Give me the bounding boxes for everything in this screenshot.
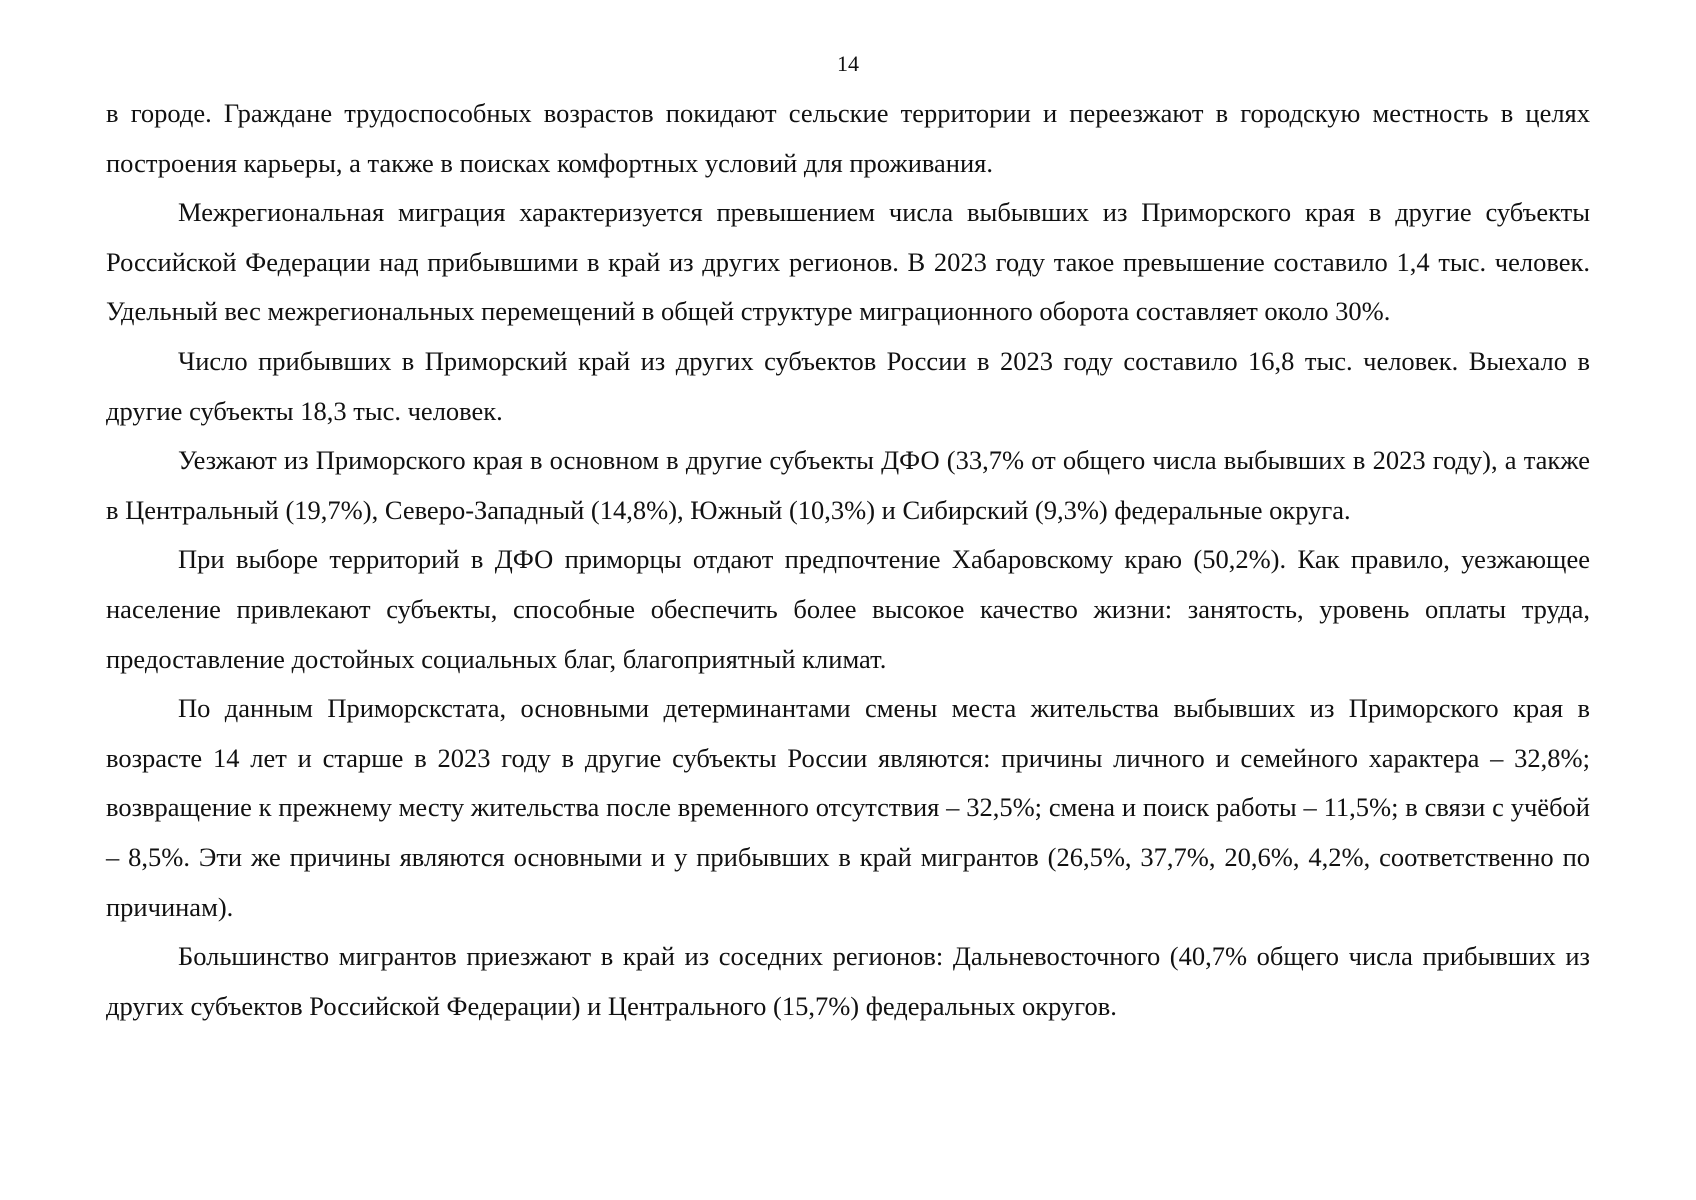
paragraph-continuation: в городе. Граждане трудоспособных возрастов покидают сельские территории и переезжают в городскую местность в целях построения карьеры, а также в поисках комфортных условий для проживания. bbox=[106, 98, 1590, 178]
page-number: 14 bbox=[837, 51, 859, 76]
paragraph-source-regions: Большинство мигрантов приезжают в край из соседних регионов: Дальневосточного (40,7% общего числа прибывших из других субъектов Российской Федерации) и Центрального (15,7%) федеральных округов. bbox=[106, 941, 1590, 1021]
paragraph-dfo-preferences: При выборе территорий в ДФО приморцы отдают предпочтение Хабаровскому краю (50,2%). Как правило, уезжающее население привлекают субъекты, способные обеспечить более высокое качество жизни: занятость, уровень оплаты труда, предоставление достойных социальных благ, благоприятный климат. bbox=[106, 544, 1590, 674]
paragraph-arrivals-departures: Число прибывших в Приморский край из других субъектов России в 2023 году составило 16,8 тыс. человек. Выехало в другие субъекты 18,3 тыс. человек. bbox=[106, 345, 1590, 426]
paragraph-interregional-migration: Межрегиональная миграция характеризуется превышением числа выбывших из Приморского края в другие субъекты Российской Федерации над прибывшими в край из других регионов. В 2023 году такое превышение составило 1,4 тыс. человек. Удельный вес межрегиональных перемещений в общей структуре миграционного оборота составляет около 30%. bbox=[106, 197, 1590, 327]
document-body bbox=[106, 89, 1590, 1031]
paragraph-migration-reasons: По данным Приморскстата, основными детерминантами смены места жительства выбывших из Приморского края в возрасте 14 лет и старше в 2023 году в другие субъекты России являются: причины личного и семейного характера – 32,8%; возвращение к прежнему месту жительства после временного отсутствия – 32,5%; смена и поиск работы – 11,5%; в связи с учёбой – 8,5%. Эти же причины являются основными и у прибывших в край мигрантов (26,5%, 37,7%, 20,6%, 4,2%, соответственно по причинам). bbox=[106, 693, 1590, 922]
paragraph-destination-districts: Уезжают из Приморского края в основном в другие субъекты ДФО (33,7% от общего числа выбывших в 2023 году), а также в Центральный (19,7%), Северо-Западный (14,8%), Южный (10,3%) и Сибирский (9,3%) федеральные округа. bbox=[106, 445, 1590, 525]
